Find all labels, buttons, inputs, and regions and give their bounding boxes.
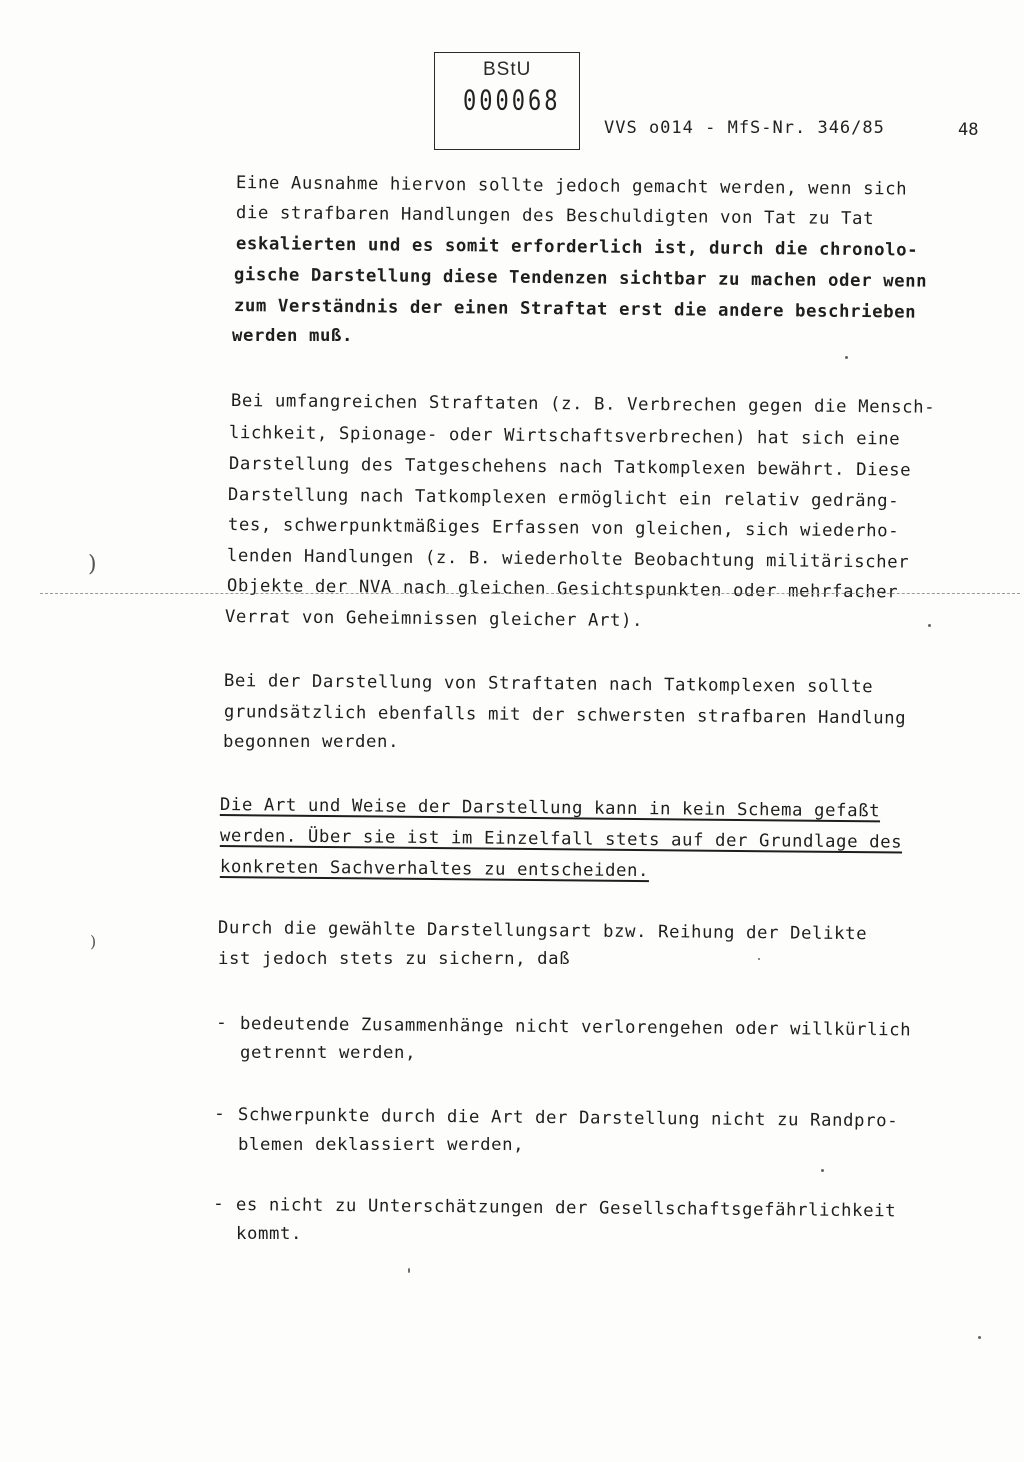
bullet-2-line-2: blemen deklassiert werden, — [238, 1135, 525, 1155]
paragraph-2-line-2: lichkeit, Spionage- oder Wirtschaftsverbrechen) hat sich eine — [228, 423, 901, 450]
scan-speck — [758, 958, 760, 960]
paragraph-5-line-2: ist jedoch stets zu sichern, daß — [218, 949, 571, 969]
scan-speck — [928, 624, 931, 627]
paragraph-2-line-3: Darstellung des Tatgeschehens nach Tatkomplexen bewährt. Diese — [228, 454, 912, 481]
paragraph-3-line-2: grundsätzlich ebenfalls mit der schwersten strafbaren Handlung — [223, 702, 907, 729]
paragraph-4-line-3: konkreten Sachverhaltes zu entscheiden. — [219, 857, 650, 882]
bullet-1-line-2: getrennt werden, — [240, 1043, 417, 1063]
stamp-label: BStU — [483, 59, 532, 80]
archive-stamp — [434, 52, 580, 150]
bullet-3-line-1: es nicht zu Unterschätzungen der Gesellschaftsgefährlichkeit — [235, 1195, 897, 1222]
paragraph-1-line-6: werden muß. — [232, 326, 354, 346]
scan-speck — [978, 1336, 981, 1339]
paragraph-1-line-3: eskalierten und es somit erforderlich ist, durch die chronolo- — [235, 234, 919, 261]
margin-mark-1: ) — [88, 552, 97, 577]
document-reference: VVS o014 - MfS-Nr. 346/85 — [604, 118, 885, 138]
bullet-3-marker: - — [213, 1193, 224, 1214]
scan-speck — [408, 1268, 410, 1273]
paragraph-2-line-8: Verrat von Geheimnissen gleicher Art). — [224, 607, 644, 632]
paragraph-2-line-5: tes, schwerpunktmäßiges Erfassen von gleichen, sich wiederho- — [227, 515, 900, 542]
paragraph-4-line-1: Die Art und Weise der Darstellung kann in kein Schema gefaßt — [219, 795, 881, 822]
page-number: 48 — [958, 120, 979, 140]
paragraph-1-line-1: Eine Ausnahme hiervon sollte jedoch gemacht werden, wenn sich — [235, 173, 908, 200]
paragraph-1-line-5: zum Verständnis der einen Straftat erst die andere beschrieben — [233, 296, 917, 323]
paragraph-2-line-1: Bei umfangreichen Straftaten (z. B. Verbrechen gegen die Mensch- — [230, 391, 936, 418]
paragraph-4-line-2: werden. Über sie ist im Einzelfall stets auf der Grundlage des — [219, 826, 903, 853]
margin-mark-2: ) — [90, 932, 97, 951]
paragraph-1-line-4: gische Darstellung diese Tendenzen sichtbar zu machen oder wenn — [233, 265, 928, 292]
bullet-2-line-1: Schwerpunkte durch die Art der Darstellung nicht zu Randpro- — [237, 1105, 899, 1132]
bullet-3-line-2: kommt. — [236, 1224, 303, 1244]
paragraph-1-line-2: die strafbaren Handlungen des Beschuldigten von Tat zu Tat — [235, 203, 875, 230]
scan-speck — [845, 356, 848, 359]
stamp-number: 000068 — [463, 85, 561, 118]
paragraph-5-line-1: Durch die gewählte Darstellungsart bzw. Reihung der Delikte — [217, 918, 868, 945]
paragraph-3-line-3: begonnen werden. — [223, 732, 400, 752]
bullet-2-marker: - — [214, 1103, 225, 1124]
fold-line — [40, 593, 1020, 594]
paragraph-2-line-6: lenden Handlungen (z. B. wiederholte Beobachtung militärischer — [226, 546, 910, 573]
bullet-1-line-1: bedeutende Zusammenhänge nicht verlorengehen oder willkürlich — [239, 1014, 912, 1041]
paragraph-3-line-1: Bei der Darstellung von Straftaten nach Tatkomplexen sollte — [223, 671, 874, 698]
bullet-1-marker: - — [216, 1012, 227, 1033]
paragraph-2-line-7: Objekte der NVA nach gleichen Gesichtspunkten oder mehrfacher — [226, 576, 899, 603]
scan-speck — [821, 1169, 824, 1172]
paragraph-2-line-4: Darstellung nach Tatkomplexen ermöglicht ein relativ gedräng- — [227, 485, 900, 512]
